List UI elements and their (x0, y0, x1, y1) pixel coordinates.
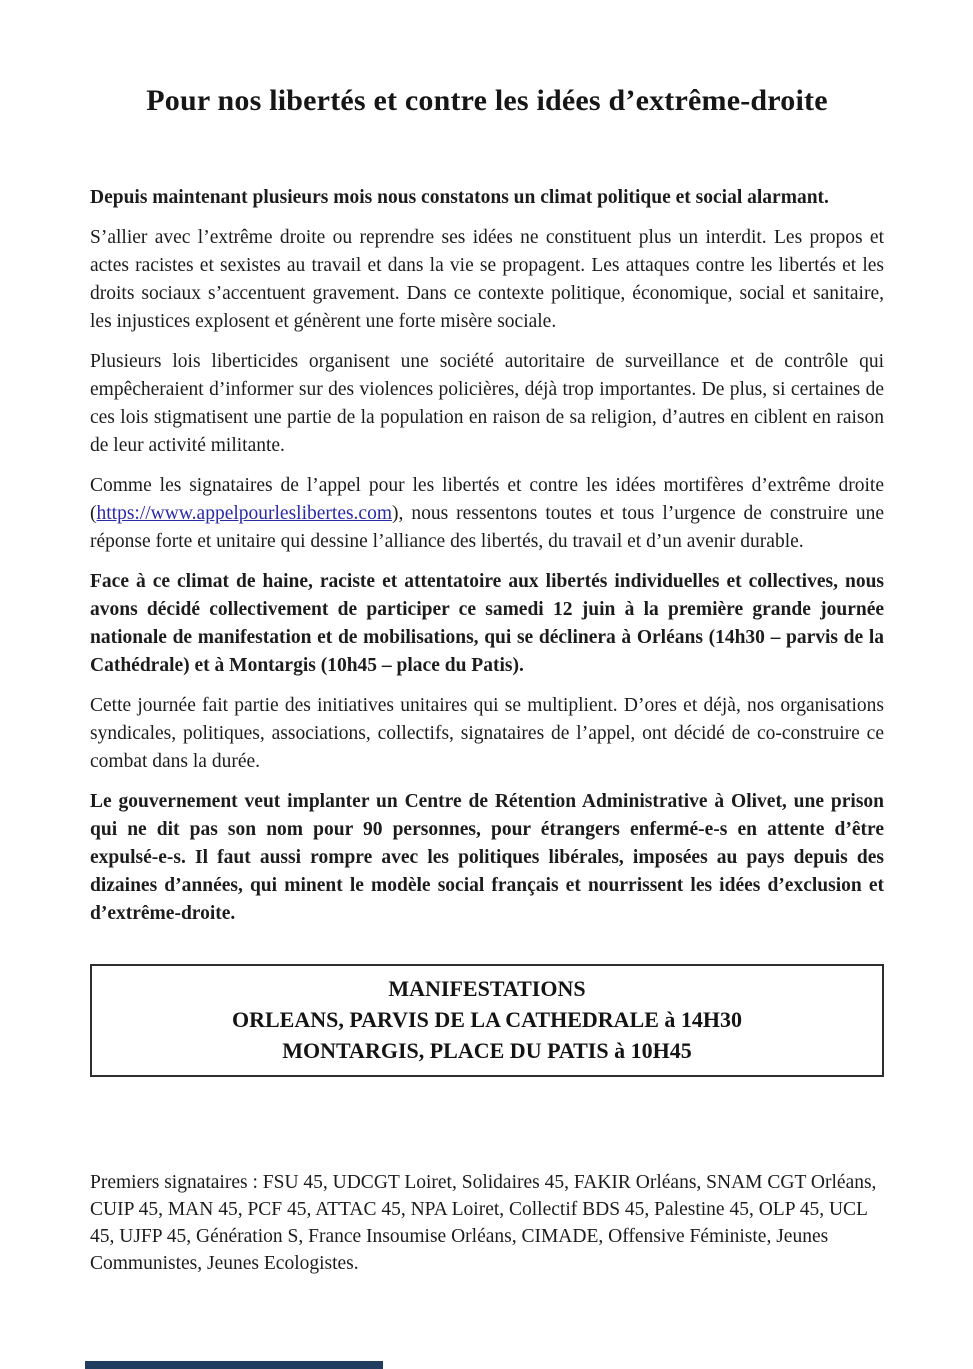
page-title: Pour nos libertés et contre les idées d’extrême-droite (146, 84, 828, 117)
paragraph-manifestation-12-juin: Face à ce climat de haine, raciste et attentatoire aux libertés individuelles et collectives, nous avons décidé collectivement de participer ce samedi 12 juin à la première grande journée nationale de manifestation et de mobilisations, qui se déclinera à Orléans (14h30 – parvis de la Cathédrale) et à Montargis (10h45 – place du Patis). (90, 571, 884, 676)
bottom-cropped-banner-fragment (85, 1361, 383, 1369)
manifestations-box-montargis: MONTARGIS, PLACE DU PATIS à 10H45 (282, 1038, 692, 1063)
paragraph-appel-after-link: ), nous ressentons toutes et tous l’urgence de construire une réponse forte et unitaire qui dessine l’alliance des libertés, du travail et d’un avenir durable. (90, 503, 884, 552)
paragraph-appel (90, 472, 884, 556)
document-content (90, 0, 884, 1297)
appel-libertes-link[interactable]: https://www.appelpourleslibertes.com (96, 503, 393, 524)
paragraph-appel-before-link: Comme les signataires de l’appel pour les libertés et contre les idées mortifères d’extrême droite ( (90, 475, 884, 524)
paragraph-initiatives-unitaires: Cette journée fait partie des initiatives unitaires qui se multiplient. D’ores et déjà, nos organisations syndicales, politiques, associations, collectifs, signataires de l’appel, ont décidé de co-construire ce combat dans la durée. (90, 695, 884, 772)
manifestations-box-orleans: ORLEANS, PARVIS DE LA CATHEDRALE à 14H30 (232, 1007, 742, 1032)
paragraph-centre-retention: Le gouvernement veut implanter un Centre de Rétention Administrative à Olivet, une prison qui ne dit pas son nom pour 90 personnes, pour étrangers enfermé-e-s en attente d’être expulsé-e-s. Il faut aussi rompre avec les politiques libérales, imposées au pays depuis des dizaines d’années, qui minent le modèle social français et nourrissent les idées d’exclusion et d’extrême-droite. (90, 791, 884, 924)
signatories-paragraph: Premiers signataires : FSU 45, UDCGT Loiret, Solidaires 45, FAKIR Orléans, SNAM CGT Orléans, CUIP 45, MAN 45, PCF 45, ATTAC 45, NPA Loiret, Collectif BDS 45, Palestine 45, OLP 45, UCL 45, UJFP 45, Génération S, France Insoumise Orléans, CIMADE, Offensive Féministe, Jeunes Communistes, Jeunes Ecologistes. (90, 1172, 877, 1274)
paragraph-extreme-droite: S’allier avec l’extrême droite ou reprendre ses idées ne constituent plus un interdit. Les propos et actes racistes et sexistes au travail et dans la vie se propagent. Les attaques contre les libertés et les droits sociaux s’accentuent gravement. Dans ce contexte politique, économique, social et sanitaire, les injustices explosent et génèrent une forte misère sociale. (90, 227, 884, 332)
manifestations-box (90, 964, 884, 1077)
paragraph-intro: Depuis maintenant plusieurs mois nous constatons un climat politique et social alarmant. (90, 187, 829, 208)
paragraph-lois-liberticides: Plusieurs lois liberticides organisent une société autoritaire de surveillance et de contrôle qui empêcheraient d’informer sur des violences policières, déjà trop importantes. De plus, si certaines de ces lois stigmatisent une partie de la population en raison de sa religion, d’autres en ciblent en raison de leur activité militante. (90, 351, 884, 456)
manifestations-box-title: MANIFESTATIONS (388, 976, 586, 1001)
